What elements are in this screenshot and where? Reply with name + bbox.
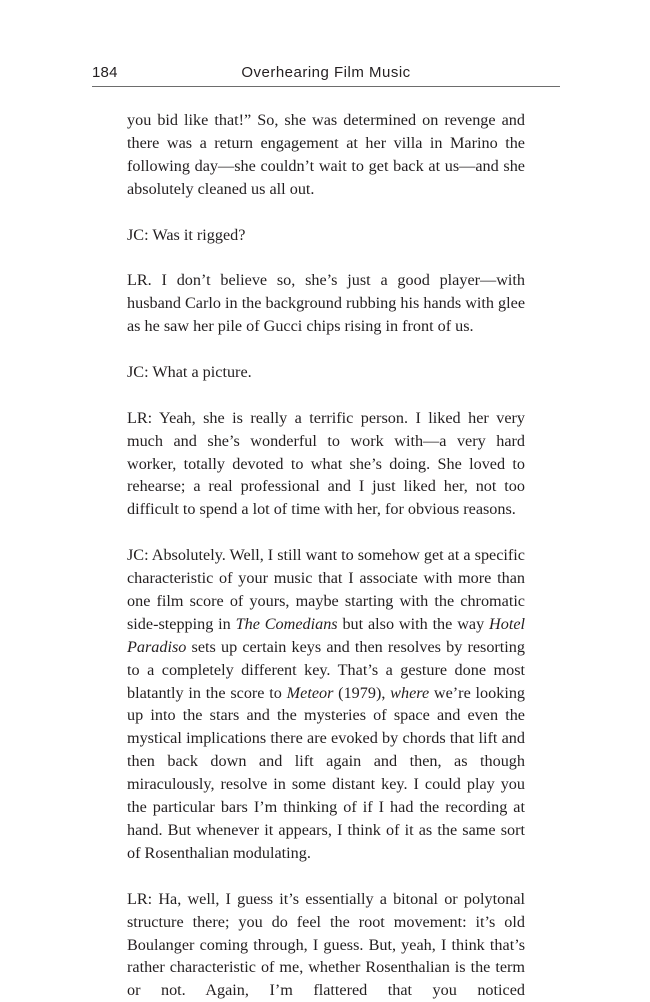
text-run: LR: Ha, well, I guess it’s essentially a bitonal or polytonal structure there; you do feel the root movement: it’s old Boulanger coming through, I guess. But, yeah, I think that’s rather characteristic of me, whether Rosenthalian is the term or not. Again, I’m flattered that you noticed (127, 889, 525, 1000)
text-run: JC: What a picture. (127, 362, 252, 381)
paragraph-rosenthalian-question (127, 544, 525, 865)
italic-title: The Comedians (235, 614, 338, 633)
paragraph-good-player (127, 269, 525, 338)
text-run: sets up certain keys and then resolves by resorting to a completely different key. That’s a gesture done most blatantly in the score to (127, 637, 525, 702)
running-title: Overhearing Film Music (241, 64, 411, 81)
paragraph-bid-story (127, 109, 525, 201)
text-run: you bid like that!” So, she was determined on revenge and there was a return engagement at her villa in Marino the following day—she couldn’t wait to get back at us—and she absolutely cleaned us all out. (127, 111, 525, 198)
italic-title: Meteor (286, 683, 334, 702)
paragraph-bitonal-answer (127, 888, 525, 1002)
text-run: JC: Absolutely. Well, I still want to somehow get at a specific characteristic of your music that I associate with more than one film score of yours, maybe starting with the chromatic side-stepping in (127, 546, 525, 633)
text-run: we’re looking up into the stars and the mysteries of space and even the mystical implications there are evoked by chords that lift and then back down and lift again and then, as though miraculously, resolve in some distant key. I could play you the particular bars I’m thinking of if I had the recording at hand. But whenever it appears, I think of it as the same sort of Rosenthalian modulating. (127, 683, 526, 862)
text-run: LR. I don’t believe so, she’s just a good player—with husband Carlo in the background rubbing his hands with glee as he saw her pile of Gucci chips rising in front of us. (127, 271, 525, 336)
text-run: LR: Yeah, she is really a terrific person. I liked her very much and she’s wonderful to work with—a very hard worker, totally devoted to what she’s doing. She loved to rehearse; a real professional and I just liked her, not too difficult to spend a lot of time with her, for obvious reasons. (127, 408, 525, 519)
text-run: but also with the way (337, 614, 490, 633)
paragraph-question-rigged (127, 224, 525, 247)
text-run: (1979), (333, 683, 391, 702)
italic-title: Hotel Paradiso (127, 614, 525, 656)
page-number: 184 (92, 64, 118, 81)
paragraph-what-a-picture (127, 361, 525, 384)
body-text (127, 109, 525, 1002)
running-head (92, 64, 560, 87)
text-run: JC: Was it rigged? (127, 225, 246, 244)
paragraph-terrific-person (127, 407, 525, 522)
italic-title: where (390, 683, 430, 702)
